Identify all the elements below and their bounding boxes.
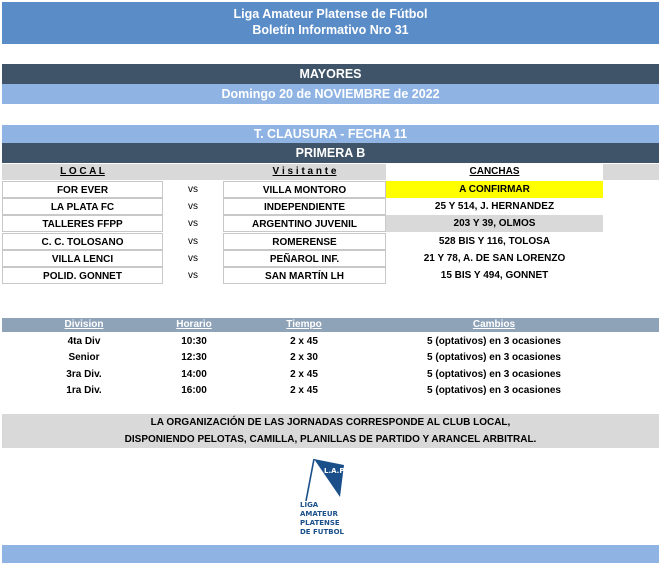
logo-caption [300, 501, 344, 537]
vs-label: vs [188, 218, 198, 229]
venue: 203 Y 39, OLMOS [386, 215, 603, 232]
visiting-team: ROMERENSE [223, 233, 386, 250]
match-row [2, 198, 659, 215]
venue: 15 BIS Y 494, GONNET [440, 270, 549, 281]
schedule-row [2, 334, 659, 350]
match-row [2, 250, 659, 267]
schedule-duration: 2 x 45 [290, 385, 318, 396]
schedule-division: 3ra Div. [66, 369, 102, 380]
footer-band [2, 545, 659, 563]
schedule-substitutions: 5 (optativos) en 3 ocasiones [427, 336, 561, 347]
vs-label: vs [188, 201, 198, 212]
local-team: POLID. GONNET [2, 267, 163, 284]
schedule-substitutions: 5 (optativos) en 3 ocasiones [427, 369, 561, 380]
schedule-row [2, 383, 659, 399]
schedule-division: 1ra Div. [66, 385, 102, 396]
category-title: MAYORES [299, 67, 362, 81]
canchas-header: CANCHAS [386, 164, 603, 180]
flag-icon [300, 457, 362, 503]
bulletin-number: Boletín Informativo Nro 31 [252, 23, 409, 37]
match-row [2, 233, 659, 250]
local-team: VILLA LENCI [2, 250, 163, 267]
match-row [2, 215, 659, 232]
local-team: FOR EVER [2, 181, 163, 198]
vs-label: vs [188, 253, 198, 264]
schedule-time: 14:00 [181, 369, 207, 380]
visiting-team: ARGENTINO JUVENIL [223, 215, 386, 232]
schedule-substitutions: 5 (optativos) en 3 ocasiones [427, 352, 561, 363]
visiting-team: SAN MARTÍN LH [223, 267, 386, 284]
schedule-time: 16:00 [181, 385, 207, 396]
league-logo [300, 457, 362, 547]
match-date: Domingo 20 de NOVIEMBRE de 2022 [221, 87, 440, 101]
match-row [2, 267, 659, 284]
venue: A CONFIRMAR [386, 181, 603, 198]
match-row [2, 181, 659, 198]
flag-text: L.A.P. [324, 467, 346, 475]
local-header: L O C A L [60, 166, 105, 177]
bulletin-header [2, 2, 659, 44]
division-column-header: Division [64, 319, 104, 330]
note-line-2: DISPONIENDO PELOTAS, CAMILLA, PLANILLAS DE PARTIDO Y ARANCEL ARBITRAL. [124, 434, 537, 445]
fixture-header-row [2, 164, 659, 180]
note-line-1: LA ORGANIZACIÓN DE LAS JORNADAS CORRESPONDE AL CLUB LOCAL, [150, 417, 511, 428]
visitante-header: V i s i t a n t e [272, 166, 337, 177]
schedule-substitutions: 5 (optativos) en 3 ocasiones [427, 385, 561, 396]
vs-label: vs [188, 184, 198, 195]
organization-note [2, 414, 659, 448]
division-title: PRIMERA B [295, 146, 366, 160]
logo-line: AMATEUR [300, 510, 338, 518]
venue: 528 BIS Y 116, TOLOSA [438, 236, 551, 247]
schedule-row [2, 367, 659, 383]
schedule-header-row [2, 318, 659, 332]
vs-label: vs [188, 236, 198, 247]
tournament-band [2, 125, 659, 143]
visiting-team: INDEPENDIENTE [223, 198, 386, 215]
tournament-title: T. CLAUSURA - FECHA 11 [253, 127, 408, 141]
logo-line: DE FUTBOL [300, 528, 345, 536]
tiempo-column-header: Tiempo [286, 319, 322, 330]
local-team: LA PLATA FC [2, 198, 163, 215]
local-team: TALLERES FFPP [2, 215, 163, 232]
logo-line: PLATENSE [300, 519, 340, 527]
venue: 25 Y 514, J. HERNANDEZ [434, 201, 555, 212]
local-team: C. C. TOLOSANO [2, 233, 163, 250]
schedule-division: Senior [68, 352, 100, 363]
schedule-division: 4ta Div [67, 336, 101, 347]
vs-label: vs [188, 270, 198, 281]
logo-line: LIGA [300, 501, 319, 509]
date-band [2, 84, 659, 104]
schedule-row [2, 350, 659, 366]
division-band [2, 143, 659, 163]
schedule-time: 12:30 [181, 352, 207, 363]
visiting-team: VILLA MONTORO [223, 181, 386, 198]
visiting-team: PEÑAROL INF. [223, 250, 386, 267]
cambios-column-header: Cambios [472, 319, 516, 330]
category-band [2, 64, 659, 84]
venue: 21 Y 78, A. DE SAN LORENZO [423, 253, 566, 264]
horario-column-header: Horario [176, 319, 212, 330]
schedule-duration: 2 x 30 [290, 352, 318, 363]
league-name: Liga Amateur Platense de Fútbol [233, 7, 428, 21]
schedule-duration: 2 x 45 [290, 369, 318, 380]
schedule-duration: 2 x 45 [290, 336, 318, 347]
schedule-time: 10:30 [181, 336, 207, 347]
